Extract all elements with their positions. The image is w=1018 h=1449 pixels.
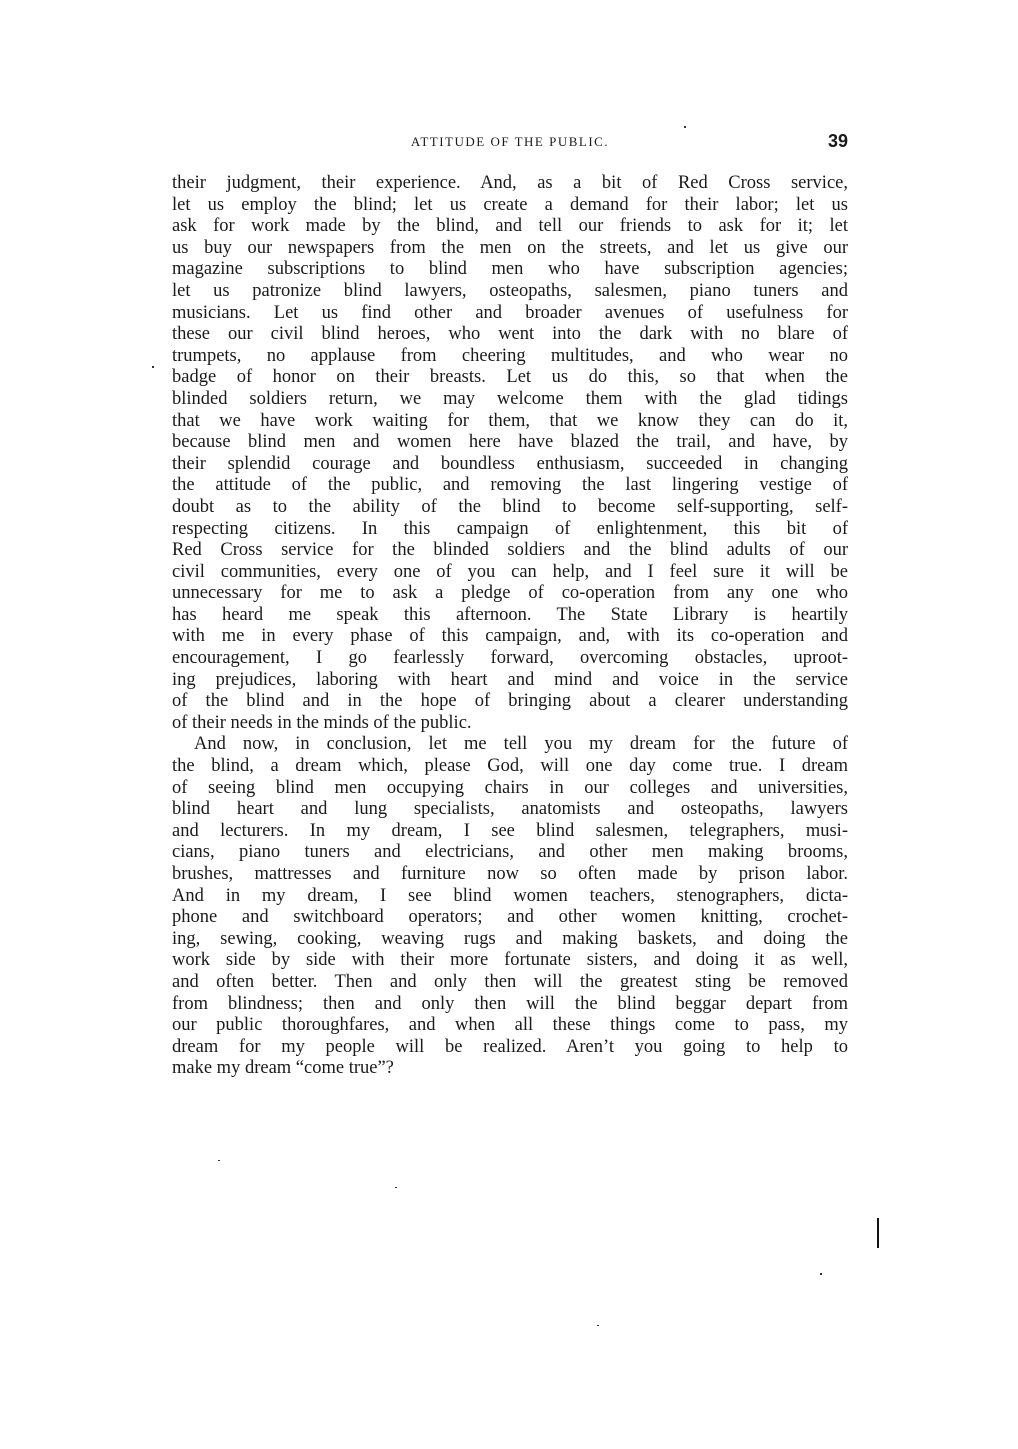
body-text <box>172 173 848 1080</box>
text-line: ask for work made by the blind, and tell our friends to ask for it; let <box>172 216 848 237</box>
text-line: civil communities, every one of you can help, and I feel sure it will be <box>172 561 848 582</box>
text-line: cians, piano tuners and electricians, and other men making brooms, <box>172 842 848 863</box>
text-line: their judgment, their experience. And, as a bit of Red Cross service, <box>172 173 848 193</box>
scan-speck <box>820 1273 822 1275</box>
text-line: and often better. Then and only then will the greatest sting be removed <box>172 971 848 992</box>
text-line: of the blind and in the hope of bringing about a clearer understanding <box>172 691 848 712</box>
text-line: and lecturers. In my dream, I see blind salesmen, telegraphers, musi- <box>172 820 848 841</box>
text-line: musicians. Let us find other and broader avenues of usefulness for <box>172 302 848 323</box>
text-line: of their needs in the minds of the public. <box>172 712 472 733</box>
text-line: their splendid courage and boundless enthusiasm, succeeded in changing <box>172 453 848 474</box>
running-head <box>172 131 848 153</box>
text-line: badge of honor on their breasts. Let us do this, so that when the <box>172 367 848 388</box>
text-line: the attitude of the public, and removing the last lingering vestige of <box>172 475 848 496</box>
text-line: work side by side with their more fortunate sisters, and doing it as well, <box>172 950 848 971</box>
text-line: encouragement, I go fearlessly forward, overcoming obstacles, uproot- <box>172 648 848 669</box>
text-line: Red Cross service for the blinded soldiers and the blind adults of our <box>172 540 848 561</box>
scan-speck <box>597 1325 599 1326</box>
text-line: ing, sewing, cooking, weaving rugs and making baskets, and doing the <box>172 928 848 949</box>
paragraph <box>172 173 848 734</box>
running-title: ATTITUDE OF THE PUBLIC. <box>410 134 610 149</box>
text-line: these our civil blind heroes, who went into the dark with no blare of <box>172 324 848 345</box>
text-line: blinded soldiers return, we may welcome them with the glad tidings <box>172 388 848 409</box>
text-line: with me in every phase of this campaign, and, with its co-operation and <box>172 626 848 647</box>
text-line: of seeing blind men occupying chairs in our colleges and universities, <box>172 777 848 798</box>
scan-margin-mark <box>877 1218 879 1248</box>
page-number: 39 <box>827 131 848 151</box>
text-line: our public thoroughfares, and when all these things come to pass, my <box>172 1015 848 1036</box>
text-line: let us employ the blind; let us create a demand for their labor; let us <box>172 194 848 215</box>
text-line: brushes, mattresses and furniture now so often made by prison labor. <box>172 864 848 884</box>
text-line: And in my dream, I see blind women teachers, stenographers, dicta- <box>172 885 848 906</box>
text-line: doubt as to the ability of the blind to become self-supporting, self- <box>172 496 848 517</box>
scan-speck <box>218 1160 220 1161</box>
text-line: phone and switchboard operators; and other women knitting, crochet- <box>172 907 848 928</box>
text-line: has heard me speak this afternoon. The State Library is heartily <box>172 604 848 625</box>
text-line: ing prejudices, laboring with heart and mind and voice in the service <box>172 669 848 690</box>
scan-speck <box>395 1187 397 1188</box>
text-line: us buy our newspapers from the men on the streets, and let us give our <box>172 237 848 258</box>
text-line: let us patronize blind lawyers, osteopaths, salesmen, piano tuners and <box>172 280 848 301</box>
text-line: dream for my people will be realized. Aren’t you going to help to <box>172 1036 848 1057</box>
text-line: from blindness; then and only then will the blind beggar depart from <box>172 993 848 1014</box>
text-line: respecting citizens. In this campaign of enlightenment, this bit of <box>172 518 848 539</box>
scan-speck <box>152 366 154 368</box>
text-line: magazine subscriptions to blind men who have subscription agencies; <box>172 259 848 280</box>
text-line: make my dream “come true”? <box>172 1058 394 1079</box>
scan-speck <box>684 126 686 128</box>
text-line: the blind, a dream which, please God, will one day come true. I dream <box>172 756 848 777</box>
text-line: blind heart and lung specialists, anatomists and osteopaths, lawyers <box>172 799 848 820</box>
text-line: because blind men and women here have blazed the trail, and have, by <box>172 432 848 453</box>
text-line: And now, in conclusion, let me tell you my dream for the future of <box>194 734 848 755</box>
paragraph <box>172 734 848 1080</box>
text-line: trumpets, no applause from cheering multitudes, and who wear no <box>172 345 848 366</box>
text-line: unnecessary for me to ask a pledge of co-operation from any one who <box>172 583 848 604</box>
text-line: that we have work waiting for them, that we know they can do it, <box>172 410 848 431</box>
